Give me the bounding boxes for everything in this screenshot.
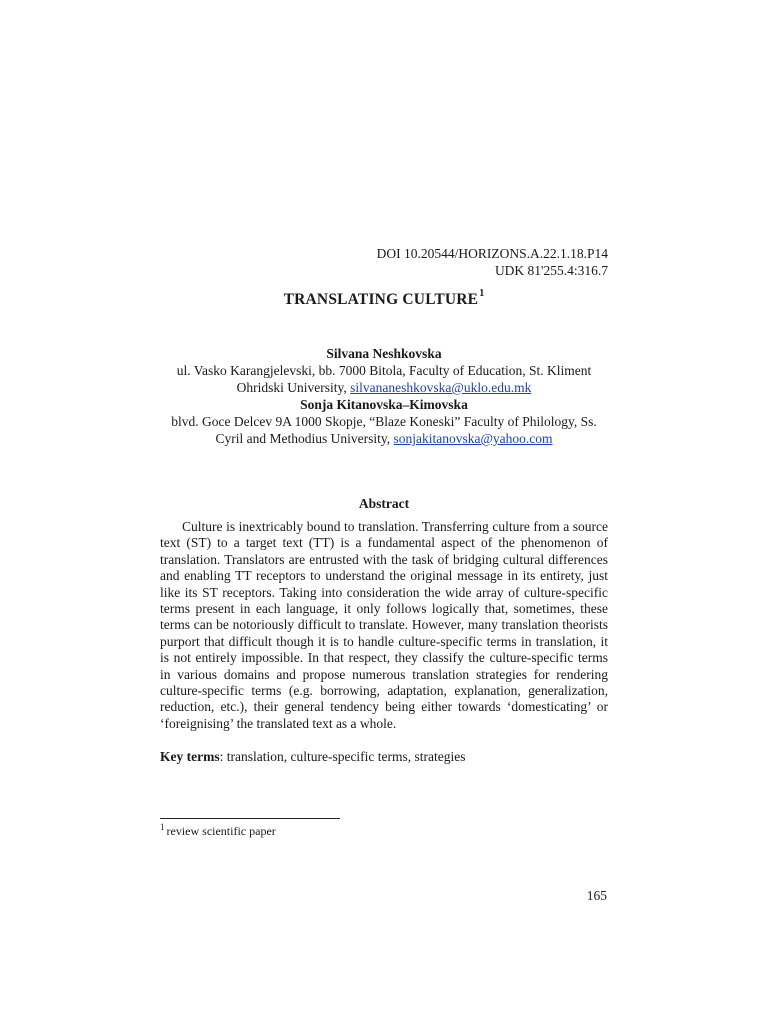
doi-line: DOI 10.20544/HORIZONS.A.22.1.18.P14 (376, 246, 608, 261)
footnote-mark: 1 (160, 822, 165, 832)
author-affiliation-line: Ohridski University, silvananeshkovska@uklo.edu.mk (236, 380, 532, 395)
key-terms (160, 749, 608, 765)
page-number: 165 (586, 888, 607, 903)
key-terms-label: Key terms (160, 749, 220, 764)
author-block (158, 345, 610, 447)
author-affiliation-line: blvd. Goce Delcev 9A 1000 Skopje, “Blaze Koneski” Faculty of Philology, Ss. (171, 414, 597, 429)
author-email-link[interactable]: sonjakitanovska@yahoo.com (393, 431, 553, 446)
footnote (160, 824, 276, 839)
author-name: Silvana Neshkovska (326, 346, 442, 361)
title-text: TRANSLATING CULTURE (283, 291, 479, 308)
udk-line: UDK 81'255.4:316.7 (494, 263, 608, 278)
abstract-heading: Abstract (358, 496, 410, 511)
author-affiliation-line: Cyril and Methodius University, sonjakitanovska@yahoo.com (215, 431, 553, 446)
author-name: Sonja Kitanovska–Kimovska (300, 397, 468, 412)
title-footnote-mark[interactable]: 1 (479, 288, 485, 299)
footnote-text: review scientific paper (166, 824, 276, 838)
document-identifiers (377, 245, 608, 279)
paper-title (0, 288, 768, 309)
abstract-body: Culture is inextricably bound to translation. Transferring culture from a source text (ST) to a target text (TT) is a fundamental aspect of the phenomenon of translation. Translators are entrusted with the task of bridging cultural differences and enabling TT receptors to understand the original message in its entirety, just like its ST receptors. Taking into consideration the wide array of culture-specific terms present in each language, it only follows logically that, sometimes, these terms can be notoriously difficult to translate. However, many translation theorists purport that difficult though it is to handle culture-specific terms in translation, it is not entirely impossible. In that respect, they classify the culture-specific terms in various domains and propose numerous translation strategies for rendering culture-specific terms (e.g. borrowing, adaptation, explanation, generalization, reduction, etc.), their general tendency being either towards ‘domesticating’ or ‘foreignising’ the translated text as a whole. (160, 519, 608, 731)
footnote-divider (160, 818, 340, 819)
author-email-link[interactable]: silvananeshkovska@uklo.edu.mk (350, 380, 532, 395)
key-terms-value: : translation, culture-specific terms, strategies (219, 749, 466, 764)
author-affiliation-line: ul. Vasko Karangjelevski, bb. 7000 Bitola, Faculty of Education, St. Kliment (176, 363, 592, 378)
